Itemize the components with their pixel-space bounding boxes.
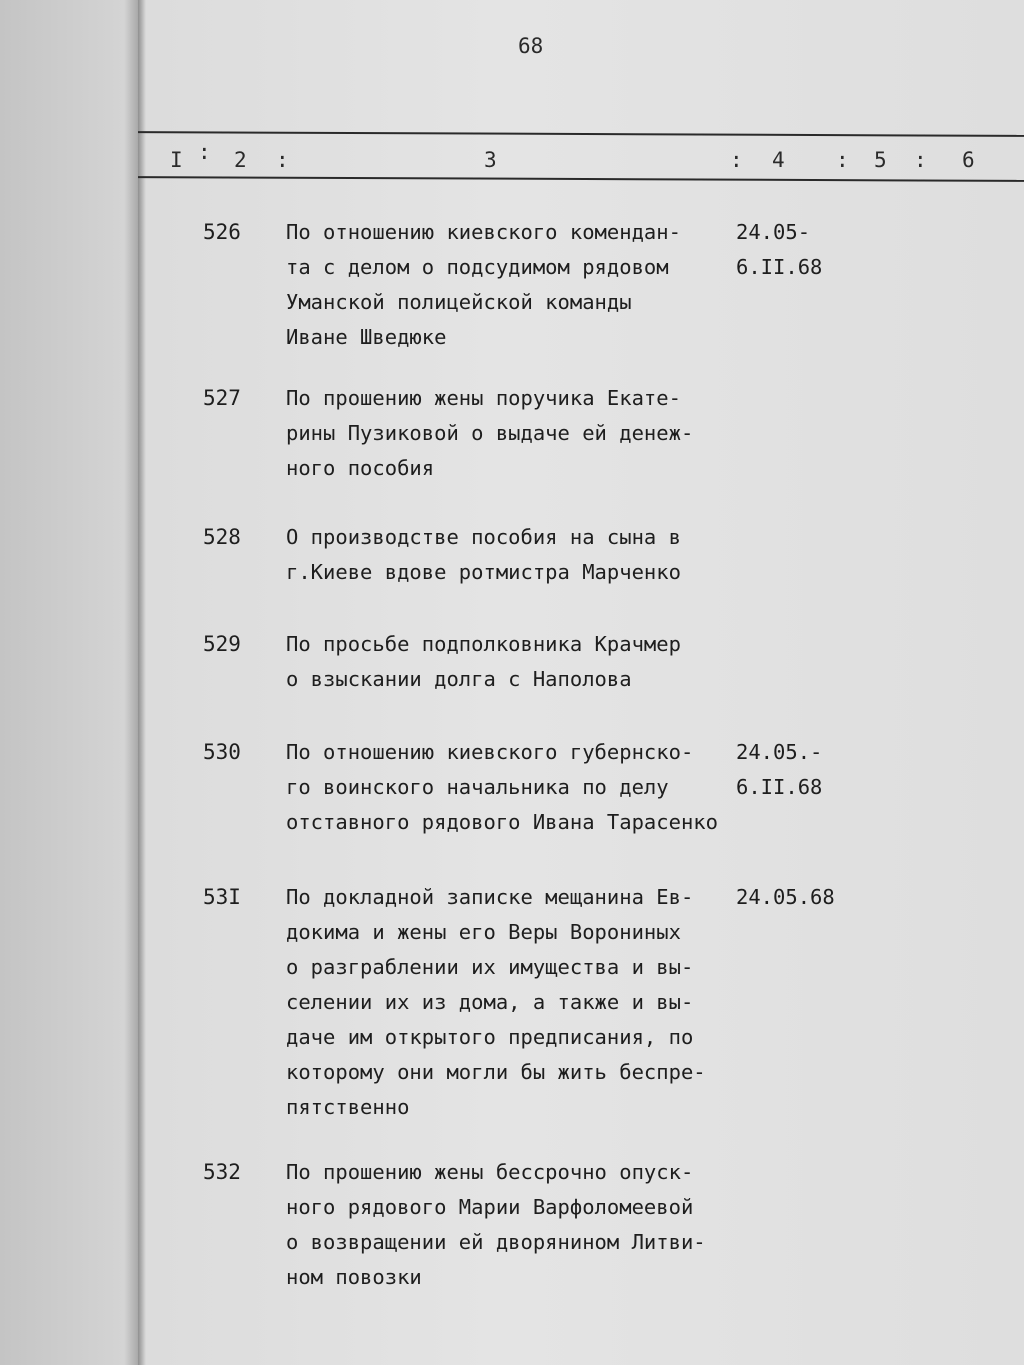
entry-number: 53I xyxy=(203,885,241,909)
description-line: которому они могли бы жить беспре- xyxy=(286,1060,706,1084)
date-line: 6.II.68 xyxy=(736,775,823,799)
description-line: По отношению киевского комендан- xyxy=(286,220,681,244)
entry-description xyxy=(286,735,718,840)
description-line: По прошению жены поручика Екате- xyxy=(286,386,681,410)
description-line: селении их из дома, а также и вы- xyxy=(286,990,694,1014)
column-header-5: 5 xyxy=(874,148,887,172)
description-line: По прошению жены бессрочно опуск- xyxy=(286,1160,694,1184)
column-header-2: 2 xyxy=(234,148,247,172)
description-line: о взыскании долга с Наполова xyxy=(286,667,632,691)
entry-description xyxy=(286,1155,706,1295)
column-header-6: 6 xyxy=(962,148,975,172)
description-line: ного пособия xyxy=(286,456,435,480)
description-line: пятственно xyxy=(286,1095,410,1119)
entry-number: 530 xyxy=(203,740,241,764)
entry-dates xyxy=(736,215,822,285)
description-line: г.Киеве вдове ротмистра Марченко xyxy=(286,560,681,584)
entry-dates xyxy=(736,735,822,805)
description-line: По докладной записке мещанина Ев- xyxy=(286,885,694,909)
description-line: По просьбе подполковника Крачмер xyxy=(286,632,681,656)
description-line: По отношению киевского губернско- xyxy=(286,740,694,764)
column-separator: : xyxy=(914,148,927,172)
entry-number: 526 xyxy=(203,220,241,244)
description-line: ного рядового Марии Варфоломеевой xyxy=(286,1195,694,1219)
entry-description xyxy=(286,520,681,590)
entry-description xyxy=(286,381,693,486)
entry-number: 529 xyxy=(203,632,241,656)
facing-page xyxy=(0,0,138,1365)
page-number: 68 xyxy=(518,34,544,58)
description-line: Иване Шведюке xyxy=(286,325,447,349)
description-line: докима и жены его Веры Ворониных xyxy=(286,920,681,944)
date-line: 24.05- xyxy=(736,220,811,244)
column-header-3: 3 xyxy=(484,148,497,172)
column-separator: : xyxy=(276,148,289,172)
entry-number: 527 xyxy=(203,386,241,410)
entry-description xyxy=(286,880,706,1125)
description-line: даче им открытого предписания, по xyxy=(286,1025,694,1049)
column-separator: : xyxy=(198,140,211,164)
column-header-1: I xyxy=(170,148,183,172)
description-line: о возвращении ей дворянином Литви- xyxy=(286,1230,706,1254)
header-top-rule xyxy=(138,131,1024,137)
entry-description xyxy=(286,627,681,697)
description-line: го воинского начальника по делу xyxy=(286,775,669,799)
description-line: Уманской полицейской команды xyxy=(286,290,632,314)
header-bottom-rule xyxy=(138,176,1024,182)
description-line: отставного рядового Ивана Тарасенко xyxy=(286,810,718,834)
description-line: о разграблении их имущества и вы- xyxy=(286,955,694,979)
date-line: 24.05.68 xyxy=(736,885,835,909)
column-header-4: 4 xyxy=(772,148,785,172)
description-line: та с делом о подсудимом рядовом xyxy=(286,255,669,279)
entry-number: 532 xyxy=(203,1160,241,1184)
entry-description xyxy=(286,215,681,355)
entry-dates xyxy=(736,880,835,915)
description-line: О производстве пособия на сына в xyxy=(286,525,681,549)
column-separator: : xyxy=(730,148,743,172)
description-line: рины Пузиковой о выдаче ей денеж- xyxy=(286,421,694,445)
entry-number: 528 xyxy=(203,525,241,549)
description-line: ном повозки xyxy=(286,1265,422,1289)
column-separator: : xyxy=(836,148,849,172)
date-line: 6.II.68 xyxy=(736,255,823,279)
date-line: 24.05.- xyxy=(736,740,823,764)
